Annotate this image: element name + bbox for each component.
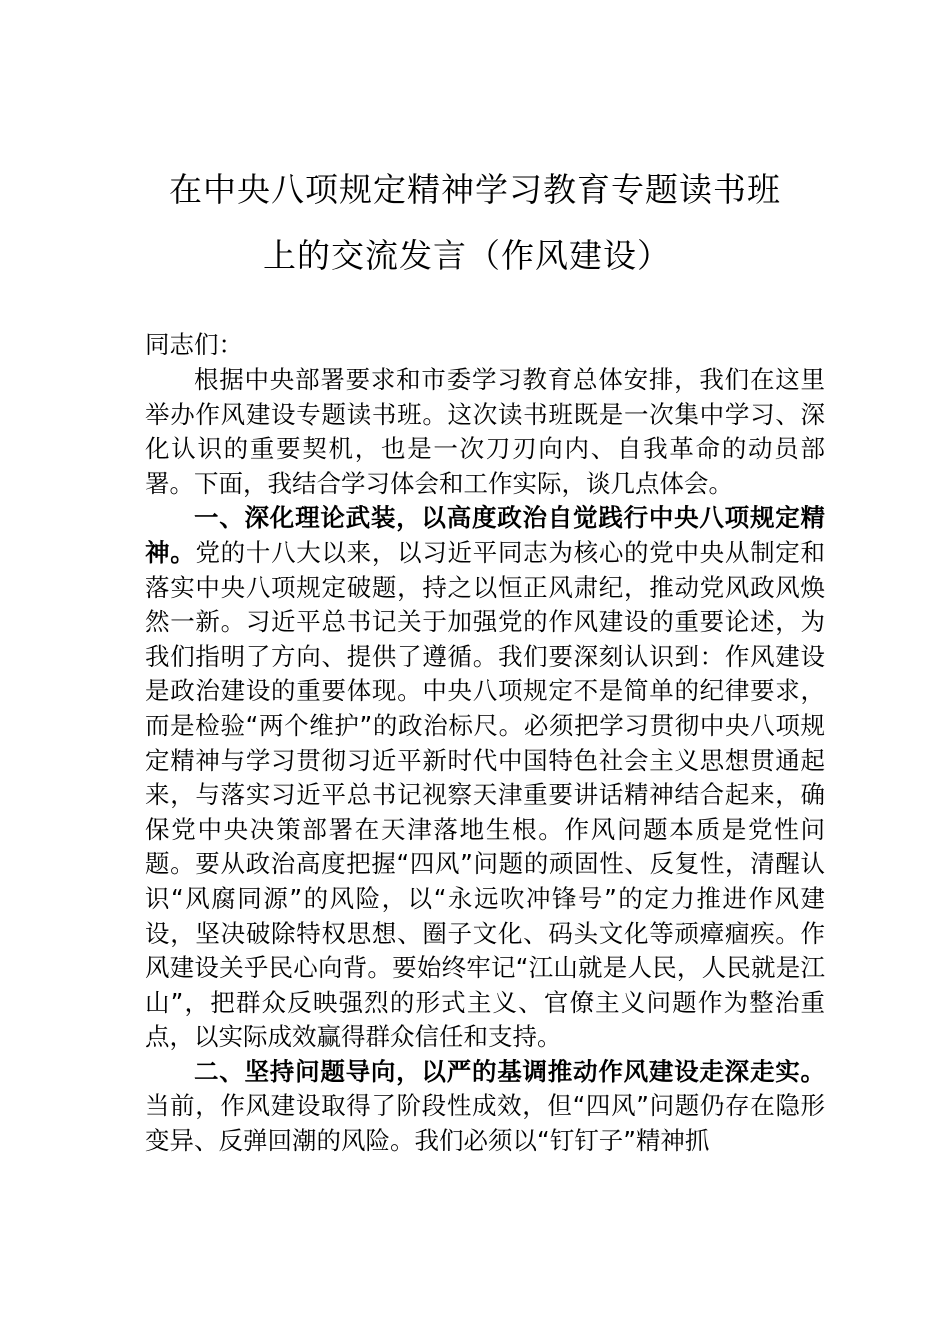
- paragraph-text: 根据中央部署要求和市委学习教育总体安排，我们在这里举办作风建设专题读书班。这次读书班既是一次集中学习、深化认识的重要契机，也是一次刀刃向内、自我革命的动员部署。下面，我结合学习体会和工作实际，谈几点体会。: [145, 365, 825, 498]
- paragraph-section-2: [145, 1055, 825, 1159]
- document-body: [145, 363, 825, 1159]
- section-heading: 二、坚持问题导向，以严的基调推动作风建设走深走实。: [194, 1056, 825, 1086]
- paragraph-text: 当前，作风建设取得了阶段性成效，但“四风”问题仍存在隐形变异、反弹回潮的风险。我们必须以“钉钉子”精神抓: [145, 1091, 825, 1156]
- salutation: 同志们：: [145, 330, 243, 359]
- section-heading: 一、深化理论武装，以高度政治自觉践行中央八项规定精神。: [145, 503, 825, 567]
- paragraph-text: 党的十八大以来，以习近平同志为核心的党中央从制定和落实中央八项规定破题，持之以恒正风肃纪，推动党风政风焕然一新。习近平总书记关于加强党的作风建设的重要论述，为我们指明了方向、提供了遵循。我们要深刻认识到：作风建设是政治建设的重要体现。中央八项规定不是简单的纪律要求，而是检验“两个维护”的政治标尺。必须把学习贯彻中央八项规定精神与学习贯彻习近平新时代中国特色社会主义思想贯通起来，与落实习近平总书记视察天津重要讲话精神结合起来，确保党中央决策部署在天津落地生根。作风问题本质是党性问题。要从政治高度把握“四风”问题的顽固性、反复性，清醒认识“风腐同源”的风险，以“永远吹冲锋号”的定力推进作风建设，坚决破除特权思想、圈子文化、码头文化等顽瘴痼疾。作风建设关乎民心向背。要始终牢记“江山就是人民，人民就是江山”，把群众反映强烈的形式主义、官僚主义问题作为整治重点，以实际成效赢得群众信任和支持。: [145, 537, 826, 1052]
- document-title-line-1: 在中央八项规定精神学习教育专题读书班: [169, 170, 781, 209]
- paragraph-intro: [145, 363, 825, 501]
- document-title-line-2: 上的交流发言（作风建设）: [263, 236, 671, 275]
- paragraph-section-1: [145, 501, 825, 1055]
